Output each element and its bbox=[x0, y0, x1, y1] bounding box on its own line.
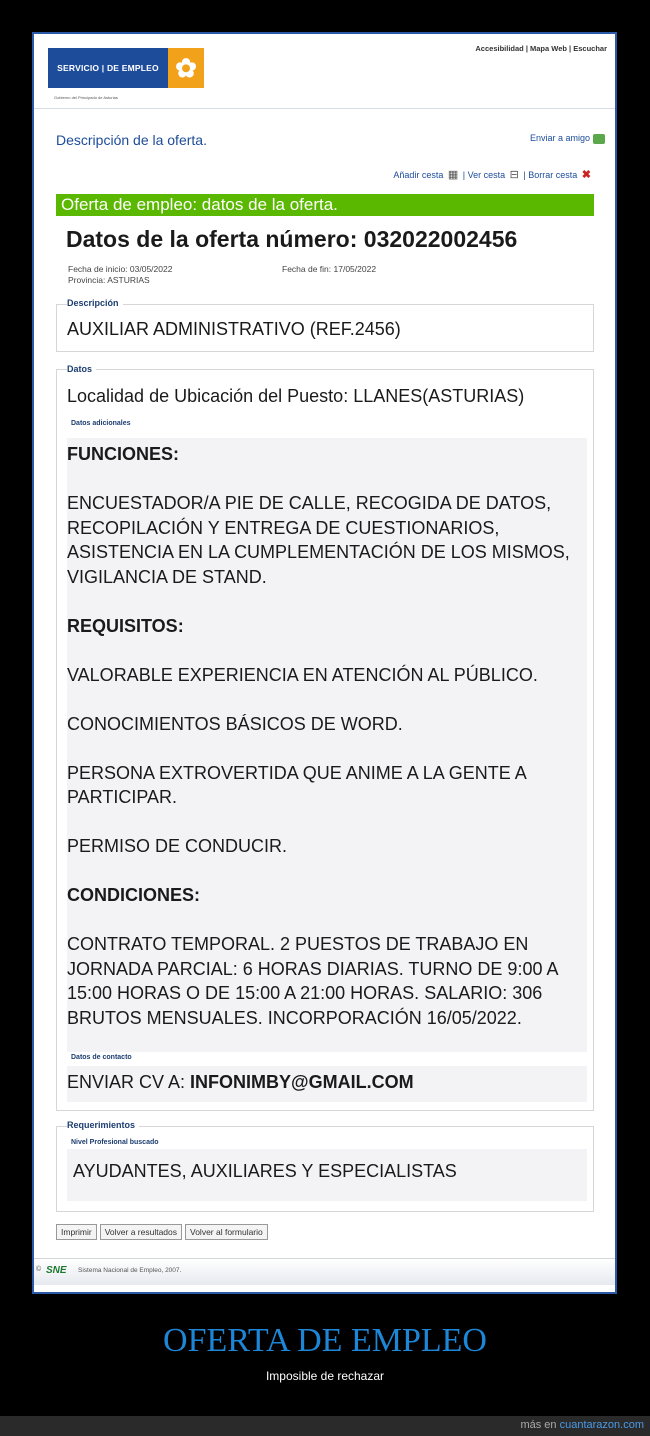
data-box bbox=[56, 364, 594, 1111]
logo-text: SERVICIO | DE EMPLEO bbox=[48, 48, 168, 88]
offer-dates bbox=[68, 264, 377, 286]
credit-link[interactable]: cuantarazon.com bbox=[559, 1419, 644, 1431]
cart-links bbox=[393, 168, 593, 181]
servicio-empleo-logo[interactable] bbox=[48, 48, 204, 88]
contact-data-label: Datos de contacto bbox=[71, 1054, 132, 1061]
send-to-friend-label: Enviar a amigo bbox=[529, 133, 590, 143]
requirement-item: PERMISO DE CONDUCIR. bbox=[67, 836, 288, 856]
professional-level-value: AYUDANTES, AUXILIARES Y ESPECIALISTAS bbox=[73, 1161, 457, 1181]
requirement-item: VALORABLE EXPERIENCIA EN ATENCIÓN AL PÚBLICO. bbox=[67, 664, 538, 685]
view-cart-icon[interactable]: ⊟ bbox=[509, 169, 519, 181]
province: Provincia: ASTURIAS bbox=[68, 275, 150, 285]
send-to-friend-link[interactable] bbox=[530, 133, 605, 144]
additional-data bbox=[67, 438, 587, 1052]
condiciones-text: CONTRATO TEMPORAL. 2 PUESTOS DE TRABAJO EN JORNADA PARCIAL: 6 HORAS DIARIAS. TURNO DE 9:00 A 15:00 HORAS O DE 15:00 A 21:00 HORAS. SALARIO: 306 BRUTOS MENSUALES. INCORPORACIÓN 16/05/2022. bbox=[67, 934, 558, 1028]
delete-cart-link[interactable]: | Borrar cesta bbox=[523, 170, 578, 180]
location: Localidad de Ubicación del Puesto: LLANES(ASTURIAS) bbox=[67, 386, 525, 406]
delete-cart-icon[interactable]: ✖ bbox=[581, 169, 591, 181]
meme-subtitle: Imposible de rechazar bbox=[265, 1369, 385, 1383]
requirements-box bbox=[56, 1120, 594, 1212]
contact-prefix: ENVIAR CV A: bbox=[67, 1072, 191, 1092]
add-cart-link[interactable]: Añadir cesta bbox=[393, 170, 444, 180]
job-details bbox=[67, 442, 587, 1030]
requisitos-heading: REQUISITOS: bbox=[67, 615, 184, 636]
section-header-bar: Oferta de empleo: datos de la oferta. bbox=[56, 194, 594, 216]
funciones-heading: FUNCIONES: bbox=[67, 444, 179, 464]
accessibility-links[interactable]: Accesibilidad | Mapa Web | Escuchar bbox=[475, 44, 607, 53]
site-footer bbox=[34, 1258, 615, 1285]
back-to-results-button[interactable]: Volver a resultados bbox=[100, 1224, 182, 1240]
action-buttons bbox=[56, 1224, 268, 1240]
logo-subtitle: Gobierno del Principado de Asturias bbox=[54, 95, 118, 100]
send-friend-icon bbox=[593, 134, 605, 144]
print-button[interactable]: Imprimir bbox=[56, 1224, 97, 1240]
start-date: Fecha de inicio: 03/05/2022 bbox=[68, 264, 173, 274]
professional-level bbox=[67, 1149, 587, 1201]
page-title: Descripción de la oferta. bbox=[56, 132, 207, 148]
contact-email[interactable]: INFONIMBY@GMAIL.COM bbox=[190, 1072, 414, 1092]
copyright-symbol: © bbox=[36, 1266, 42, 1273]
professional-level-label: Nivel Profesional buscado bbox=[71, 1139, 159, 1146]
site-header bbox=[34, 34, 615, 109]
footer-text: Sistema Nacional de Empleo, 2007. bbox=[78, 1267, 182, 1274]
requirement-item: CONOCIMIENTOS BÁSICOS DE WORD. bbox=[67, 713, 403, 734]
screenshot-frame bbox=[32, 32, 617, 1294]
contact-data bbox=[67, 1066, 587, 1102]
back-to-form-button[interactable]: Volver al formulario bbox=[185, 1224, 268, 1240]
data-label: Datos bbox=[67, 364, 96, 374]
view-cart-link[interactable]: | Ver cesta bbox=[462, 170, 506, 180]
meme-caption: OFERTA DE EMPLEO bbox=[163, 1322, 487, 1359]
logo-emblem-icon: ✿ bbox=[168, 48, 204, 88]
site-credit-bar bbox=[0, 1416, 650, 1436]
offer-number-title: Datos de la oferta número: 032022002456 bbox=[66, 226, 518, 252]
requirement-item: PERSONA EXTROVERTIDA QUE ANIME A LA GENTE A PARTICIPAR. bbox=[67, 762, 526, 807]
funciones-text: ENCUESTADOR/A PIE DE CALLE, RECOGIDA DE DATOS, RECOPILACIÓN Y ENTREGA DE CUESTIONARIOS, ASISTENCIA EN LA CUMPLEMENTACIÓN DE LOS MISMOS, VIGILANCIA DE STAND. bbox=[67, 493, 570, 587]
requirements-label: Requerimientos bbox=[67, 1120, 139, 1130]
description-label: Descripción bbox=[67, 298, 123, 308]
condiciones-heading: CONDICIONES: bbox=[67, 885, 201, 905]
sne-logo: SNE bbox=[46, 1265, 67, 1276]
credit-prefix: más en bbox=[520, 1419, 560, 1431]
contact-line bbox=[67, 1072, 414, 1093]
credit-text bbox=[520, 1419, 644, 1431]
end-date: Fecha de fin: 17/05/2022 bbox=[282, 264, 377, 274]
add-cart-icon[interactable]: ▦ bbox=[447, 169, 459, 181]
description-value: AUXILIAR ADMINISTRATIVO (REF.2456) bbox=[67, 319, 401, 339]
description-box bbox=[56, 298, 594, 352]
additional-data-label: Datos adicionales bbox=[71, 420, 131, 427]
